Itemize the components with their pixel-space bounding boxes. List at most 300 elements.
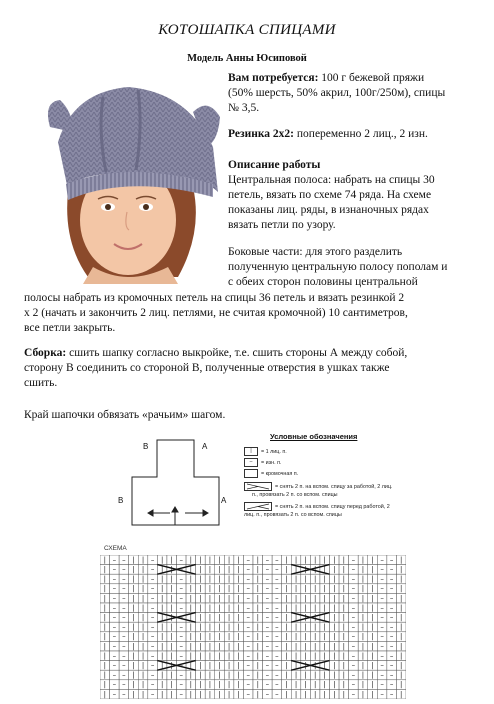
schema-cell-symbol: |	[237, 584, 240, 593]
schema-cell-symbol: |	[256, 603, 259, 612]
schema-cell-symbol: |	[285, 555, 288, 564]
schema-cell-symbol: |	[218, 613, 221, 622]
schema-cell-symbol: |	[294, 603, 298, 612]
schema-cell-symbol: |	[227, 623, 231, 632]
schema-cell-symbol: –	[246, 584, 250, 593]
schema-cell-symbol: |	[103, 632, 106, 641]
side-line-2: полученную центральную полосу пополам и	[228, 261, 448, 273]
schema-cell-symbol: |	[323, 671, 326, 680]
schema-cell-symbol: –	[112, 642, 117, 651]
schema-cell-symbol: |	[160, 661, 164, 670]
materials-line-3: № 3,5.	[228, 102, 260, 114]
schema-cell-symbol: |	[208, 671, 212, 680]
schema-cell-symbol: |	[361, 575, 365, 584]
schema-cell-symbol: –	[122, 661, 126, 670]
schema-cell-symbol: |	[361, 613, 365, 622]
schema-cell-symbol: |	[256, 584, 259, 593]
schema-cell-symbol: |	[285, 651, 288, 660]
schema-cell-symbol: |	[256, 661, 259, 670]
schema-cell-symbol: –	[389, 651, 394, 660]
schema-cell-symbol: –	[265, 623, 270, 632]
schema-cell-symbol: |	[208, 555, 212, 564]
schema-cell-symbol: |	[323, 565, 326, 574]
schema-cell-symbol: –	[179, 603, 184, 612]
schema-cell-symbol: |	[342, 680, 346, 689]
schema-cell-symbol: |	[361, 603, 365, 612]
schema-cell-symbol: |	[227, 642, 231, 651]
schema-cell-symbol: |	[141, 555, 145, 564]
schema-cell-symbol: |	[227, 584, 231, 593]
schema-cell-symbol: |	[170, 651, 173, 660]
legend-item-cable-front-cont: лиц. п., провязать 2 п. со вспом. спицы	[244, 512, 342, 518]
schema-cell-symbol: |	[208, 575, 212, 584]
materials-line-1: 100 г бежевой пряжи	[321, 72, 425, 84]
schema-cell-symbol: |	[333, 642, 336, 651]
schema-cell-symbol: |	[218, 661, 221, 670]
schema-cell-symbol: |	[371, 584, 374, 593]
schema-cell-symbol: –	[380, 642, 384, 651]
schema-cell-symbol: |	[103, 690, 106, 699]
schema-cell-symbol: –	[351, 623, 356, 632]
schema-cell-symbol: –	[389, 603, 394, 612]
edge-note: Край шапочки обвязать «рачьим» шагом.	[24, 409, 226, 421]
schema-cell-symbol: –	[246, 661, 250, 670]
legend-item-cable-back-cont: п., провязать 2 п. со вспом. спицы	[252, 492, 338, 498]
schema-cell-symbol: |	[371, 642, 374, 651]
schema-cell-symbol: |	[313, 594, 317, 603]
schema-cell-symbol: |	[189, 671, 193, 680]
schema-cell-symbol: |	[237, 632, 240, 641]
schema-cell-symbol: |	[141, 594, 145, 603]
schema-cell-symbol: |	[141, 575, 145, 584]
schema-cell-symbol: |	[189, 594, 193, 603]
schema-cell-symbol: –	[389, 613, 394, 622]
schema-cell-symbol: –	[265, 603, 270, 612]
schema-cell-symbol: –	[380, 555, 384, 564]
cable-back-symbol-icon	[244, 482, 272, 491]
schema-cell-symbol: –	[150, 584, 155, 593]
schema-cell-symbol: |	[313, 603, 317, 612]
schema-cell-symbol: |	[227, 613, 231, 622]
schema-cell-symbol: –	[275, 565, 279, 574]
schema-cell-symbol: |	[256, 632, 259, 641]
side-parts-wide	[24, 291, 490, 336]
schema-cell-symbol: |	[304, 680, 307, 689]
schema-cell-symbol: –	[122, 680, 126, 689]
rib-text: попеременно 2 лиц., 2 изн.	[296, 128, 428, 140]
schema-cell-symbol: |	[333, 555, 336, 564]
schema-cell-symbol: |	[323, 584, 326, 593]
schema-cell-symbol: |	[218, 632, 221, 641]
schema-cell-symbol: |	[304, 555, 307, 564]
schema-cell-symbol: |	[218, 690, 221, 699]
schema-cell-symbol: |	[323, 555, 326, 564]
schema-cell-symbol: |	[304, 642, 307, 651]
schema-cell-symbol: |	[285, 584, 288, 593]
schema-cell-symbol: |	[342, 603, 346, 612]
schema-cell-symbol: –	[179, 613, 184, 622]
schema-cell-symbol: |	[371, 680, 374, 689]
schema-cell-symbol: |	[313, 613, 317, 622]
schema-cell-symbol: –	[122, 584, 126, 593]
schema-cell-symbol: |	[285, 623, 288, 632]
schema-cell-symbol: |	[189, 584, 193, 593]
schema-cell-symbol: |	[285, 661, 288, 670]
schema-cell-symbol: |	[227, 555, 231, 564]
schema-cell-symbol: |	[170, 632, 173, 641]
schema-cell-symbol: |	[400, 603, 403, 612]
schema-cell-symbol: |	[141, 584, 145, 593]
schema-cell-symbol: –	[389, 680, 394, 689]
schema-cell-symbol: –	[150, 565, 155, 574]
schema-cell-symbol: –	[150, 690, 155, 699]
schema-cell-symbol: –	[150, 613, 155, 622]
side-line-6: все петли закрыть.	[24, 322, 116, 334]
schema-cell-symbol: |	[304, 575, 307, 584]
diagram-label-b-side: В	[118, 496, 124, 505]
schema-cell-symbol: |	[371, 690, 374, 699]
central-line-3: показаны лиц. ряды, в изнаночных рядах	[228, 204, 429, 216]
schema-cell-symbol: |	[342, 594, 346, 603]
schema-cell-symbol: |	[227, 671, 231, 680]
schema-cell-symbol: |	[256, 555, 259, 564]
schema-cell-symbol: |	[141, 690, 145, 699]
schema-cell-symbol: |	[361, 661, 365, 670]
schema-cell-symbol: –	[275, 661, 279, 670]
schema-cell-symbol: |	[208, 642, 212, 651]
schema-cell-symbol: |	[141, 642, 145, 651]
schema-cell-symbol: |	[313, 565, 317, 574]
schema-cell-symbol: |	[170, 575, 173, 584]
knitting-schema-grid	[100, 555, 406, 699]
schema-cell-symbol: |	[304, 651, 307, 660]
schema-cell-symbol: |	[285, 632, 288, 641]
schema-cell-symbol: |	[208, 651, 212, 660]
schema-cell-symbol: –	[246, 690, 250, 699]
schema-cell-symbol: |	[361, 623, 365, 632]
schema-cell-symbol: |	[333, 680, 336, 689]
schema-cell-symbol: |	[170, 594, 173, 603]
schema-cell-symbol: |	[294, 613, 298, 622]
schema-cell-symbol: |	[256, 690, 259, 699]
schema-cell-symbol: –	[351, 651, 356, 660]
schema-cell-symbol: |	[400, 680, 403, 689]
schema-cell-symbol: –	[351, 671, 356, 680]
schema-cell-symbol: |	[361, 651, 365, 660]
schema-cell-symbol: |	[237, 565, 240, 574]
schema-cell-symbol: |	[208, 661, 212, 670]
schema-cell-symbol: |	[294, 594, 298, 603]
schema-cell-symbol: –	[246, 594, 250, 603]
schema-cell-symbol: –	[380, 603, 384, 612]
schema-cell-symbol: –	[389, 661, 394, 670]
schema-cell-symbol: |	[256, 671, 259, 680]
schema-cell-symbol: |	[323, 642, 326, 651]
schema-cell-symbol: |	[333, 651, 336, 660]
schema-cell-symbol: |	[170, 690, 173, 699]
schema-cell-symbol: |	[141, 623, 145, 632]
schema-cell-symbol: |	[285, 690, 288, 699]
schema-cell-symbol: –	[122, 690, 126, 699]
schema-cell-symbol: –	[380, 661, 384, 670]
diagram-label-a-side: А	[221, 496, 227, 505]
schema-cell-symbol: –	[275, 555, 279, 564]
assembly-label: Сборка:	[24, 347, 67, 359]
schema-cell-symbol: –	[179, 661, 184, 670]
schema-cell-symbol: |	[227, 575, 231, 584]
schema-cell-symbol: |	[160, 671, 164, 680]
schema-cell-symbol: |	[132, 565, 135, 574]
schema-cell-symbol: |	[132, 603, 135, 612]
schema-cell-symbol: |	[237, 623, 240, 632]
schema-cell-symbol: |	[323, 623, 326, 632]
schema-cell-symbol: |	[189, 555, 193, 564]
schema-cell-symbol: –	[150, 671, 155, 680]
schema-cell-symbol: |	[285, 594, 288, 603]
schema-cell-symbol: –	[275, 690, 279, 699]
schema-cell-symbol: |	[342, 661, 346, 670]
schema-cell-symbol: |	[160, 603, 164, 612]
schema-cell-symbol: |	[256, 623, 259, 632]
schema-cell-symbol: –	[275, 642, 279, 651]
schema-cell-symbol: |	[361, 632, 365, 641]
schema-cell-symbol: –	[179, 680, 184, 689]
schema-cell-symbol: |	[170, 680, 173, 689]
schema-cell-symbol: |	[170, 603, 173, 612]
schema-cell-symbol: –	[265, 642, 270, 651]
schema-cell-symbol: |	[361, 555, 365, 564]
schema-cell-symbol: –	[351, 690, 356, 699]
schema-cell-symbol: |	[313, 690, 317, 699]
schema-cell-symbol: |	[256, 651, 259, 660]
schema-cell-symbol: –	[112, 680, 117, 689]
schema-cell-symbol: |	[160, 680, 164, 689]
rib-paragraph	[228, 127, 488, 142]
schema-cell-symbol: |	[294, 661, 298, 670]
schema-cell-symbol: –	[122, 555, 126, 564]
schema-cell-symbol: –	[112, 671, 117, 680]
schema-cell-symbol: |	[342, 575, 346, 584]
schema-cell-symbol: |	[342, 671, 346, 680]
schema-cell-symbol: |	[227, 632, 231, 641]
schema-cell-symbol: |	[132, 594, 135, 603]
schema-cell-symbol: –	[179, 632, 184, 641]
schema-cell-symbol: |	[323, 594, 326, 603]
schema-cell-symbol: –	[265, 555, 270, 564]
schema-cell-symbol: |	[342, 632, 346, 641]
schema-cell-symbol: –	[150, 680, 155, 689]
schema-cell-symbol: –	[380, 623, 384, 632]
schema-cell-symbol: –	[122, 603, 126, 612]
legend-item-edge: = кромочная п.	[244, 469, 414, 478]
schema-cell-symbol: |	[208, 613, 212, 622]
schema-cell-symbol: |	[199, 642, 202, 651]
schema-cell-symbol: –	[246, 555, 250, 564]
schema-cell-symbol: |	[400, 613, 403, 622]
schema-cell-symbol: –	[112, 613, 117, 622]
schema-cell-symbol: |	[313, 671, 317, 680]
schema-cell-symbol: |	[218, 555, 221, 564]
schema-cell-symbol: –	[246, 575, 250, 584]
schema-cell-symbol: |	[227, 565, 231, 574]
schema-cell-symbol: |	[400, 584, 403, 593]
schema-cell-symbol: –	[380, 575, 384, 584]
schema-cell-symbol: |	[256, 642, 259, 651]
schema-cell-symbol: –	[179, 623, 184, 632]
schema-cell-symbol: |	[132, 642, 135, 651]
schema-svg	[100, 555, 406, 699]
rib-label: Резинка 2х2:	[228, 128, 295, 140]
schema-cell-symbol: |	[237, 642, 240, 651]
schema-cell-symbol: |	[208, 632, 212, 641]
schema-cell-symbol: –	[179, 594, 184, 603]
schema-cell-symbol: |	[199, 661, 202, 670]
schema-cell-symbol: |	[285, 575, 288, 584]
schema-cell-symbol: –	[351, 642, 356, 651]
schema-cell-symbol: –	[351, 613, 356, 622]
schema-cell-symbol: –	[351, 565, 356, 574]
legend-item-purl: – = изн. п.	[244, 458, 414, 467]
schema-cell-symbol: –	[265, 584, 270, 593]
legend-item-cable-back: = снять 2 п. на вспом. спицу за работой, 2 лиц.	[244, 482, 414, 491]
schema-cell-symbol: |	[208, 603, 212, 612]
materials-label: Вам потребуется:	[228, 72, 319, 84]
schema-cell-symbol: –	[112, 565, 117, 574]
materials-line-2: (50% шерсть, 50% акрил, 100г/250м), спицы	[228, 87, 446, 99]
schema-cell-symbol: |	[199, 632, 202, 641]
description-heading: Описание работы	[228, 159, 321, 171]
central-line-2: петель, вязать по схеме 74 ряда. На схеме	[228, 189, 432, 201]
schema-cell-symbol: |	[189, 690, 193, 699]
schema-cell-symbol: |	[371, 661, 374, 670]
schema-cell-symbol: –	[122, 671, 126, 680]
schema-cell-symbol: |	[304, 594, 307, 603]
schema-cell-symbol: –	[150, 555, 155, 564]
central-line-4: вязать петли по узору.	[228, 219, 336, 231]
schema-cell-symbol: |	[132, 661, 135, 670]
schema-cell-symbol: –	[122, 642, 126, 651]
schema-cell-symbol: |	[132, 671, 135, 680]
schema-cell-symbol: –	[179, 642, 184, 651]
schema-cell-symbol: |	[170, 623, 173, 632]
schema-cell-symbol: |	[227, 680, 231, 689]
schema-cell-symbol: –	[380, 613, 384, 622]
schema-cell-symbol: |	[294, 555, 298, 564]
schema-cell-symbol: –	[179, 671, 184, 680]
schema-cell-symbol: |	[132, 555, 135, 564]
schema-cell-symbol: –	[389, 584, 394, 593]
schema-cell-symbol: |	[103, 623, 106, 632]
schema-cell-symbol: |	[208, 594, 212, 603]
schema-cell-symbol: –	[246, 565, 250, 574]
schema-cell-symbol: |	[371, 613, 374, 622]
schema-cell-symbol: –	[265, 661, 270, 670]
schema-cell-symbol: |	[371, 623, 374, 632]
schema-cell-symbol: |	[333, 565, 336, 574]
schema-cell-symbol: –	[246, 613, 250, 622]
schema-cell-symbol: |	[323, 575, 326, 584]
schema-cell-symbol: |	[333, 632, 336, 641]
schema-cell-symbol: –	[380, 632, 384, 641]
schema-cell-symbol: |	[218, 642, 221, 651]
schema-cell-symbol: |	[333, 623, 336, 632]
assembly-line-3: сшить.	[24, 377, 58, 389]
assembly-paragraph	[24, 346, 490, 391]
side-line-3: с обеих сторон половины центральной	[228, 276, 418, 288]
schema-cell-symbol: –	[246, 671, 250, 680]
schema-cell-symbol: |	[189, 661, 193, 670]
schema-cell-symbol: –	[246, 680, 250, 689]
schema-cell-symbol: –	[351, 555, 356, 564]
materials-paragraph	[228, 71, 488, 116]
schema-cell-symbol: |	[199, 555, 202, 564]
schema-cell-symbol: |	[256, 594, 259, 603]
schema-cell-symbol: |	[189, 651, 193, 660]
schema-cell-symbol: |	[218, 680, 221, 689]
schema-cell-symbol: |	[199, 671, 202, 680]
schema-cell-symbol: –	[150, 594, 155, 603]
schema-cell-symbol: –	[122, 651, 126, 660]
schema-cell-symbol: |	[342, 555, 346, 564]
schema-cell-symbol: |	[189, 603, 193, 612]
schema-cell-symbol: |	[218, 594, 221, 603]
schema-cell-symbol: |	[189, 565, 193, 574]
schema-cell-symbol: |	[141, 680, 145, 689]
schema-cell-symbol: |	[361, 584, 365, 593]
schema-cell-symbol: |	[294, 690, 298, 699]
schema-cell-symbol: –	[265, 613, 270, 622]
schema-cell-symbol: –	[275, 671, 279, 680]
schema-cell-symbol: –	[351, 680, 356, 689]
schema-cell-symbol: |	[103, 603, 106, 612]
schema-cell-symbol: |	[304, 565, 307, 574]
schema-cell-symbol: |	[227, 661, 231, 670]
schema-cell-symbol: |	[333, 671, 336, 680]
schema-cell-symbol: |	[361, 642, 365, 651]
schema-cell-symbol: |	[361, 565, 365, 574]
schema-cell-symbol: –	[265, 594, 270, 603]
legend-item-cable-front: = снять 2 п. на вспом. спицу перед работой, 2	[244, 502, 414, 511]
diagram-label-b-top: В	[143, 442, 149, 451]
schema-cell-symbol: –	[380, 584, 384, 593]
schema-cell-symbol: |	[160, 584, 164, 593]
schema-cell-symbol: |	[103, 555, 106, 564]
schema-cell-symbol: –	[389, 623, 394, 632]
schema-cell-symbol: |	[189, 632, 193, 641]
schema-cell-symbol: –	[112, 555, 117, 564]
schema-cell-symbol: –	[246, 651, 250, 660]
schema-cell-symbol: –	[275, 651, 279, 660]
schema-cell-symbol: –	[112, 690, 117, 699]
schema-cell-symbol: |	[294, 584, 298, 593]
schema-cell-symbol: –	[380, 671, 384, 680]
schema-cell-symbol: |	[237, 690, 240, 699]
schema-cell-symbol: –	[246, 632, 250, 641]
schema-cell-symbol: |	[304, 690, 307, 699]
schema-cell-symbol: |	[160, 575, 164, 584]
schema-cell-symbol: –	[179, 575, 184, 584]
schema-label: СХЕМА	[104, 545, 127, 552]
schema-cell-symbol: |	[103, 671, 106, 680]
schema-cell-symbol: –	[150, 642, 155, 651]
schema-cell-symbol: –	[112, 632, 117, 641]
schema-cell-symbol: |	[103, 575, 106, 584]
schema-cell-symbol: |	[103, 651, 106, 660]
schema-cell-symbol: –	[389, 555, 394, 564]
schema-cell-symbol: |	[237, 594, 240, 603]
edge-stitch-symbol-icon	[244, 469, 258, 478]
schema-cell-symbol: –	[112, 594, 117, 603]
